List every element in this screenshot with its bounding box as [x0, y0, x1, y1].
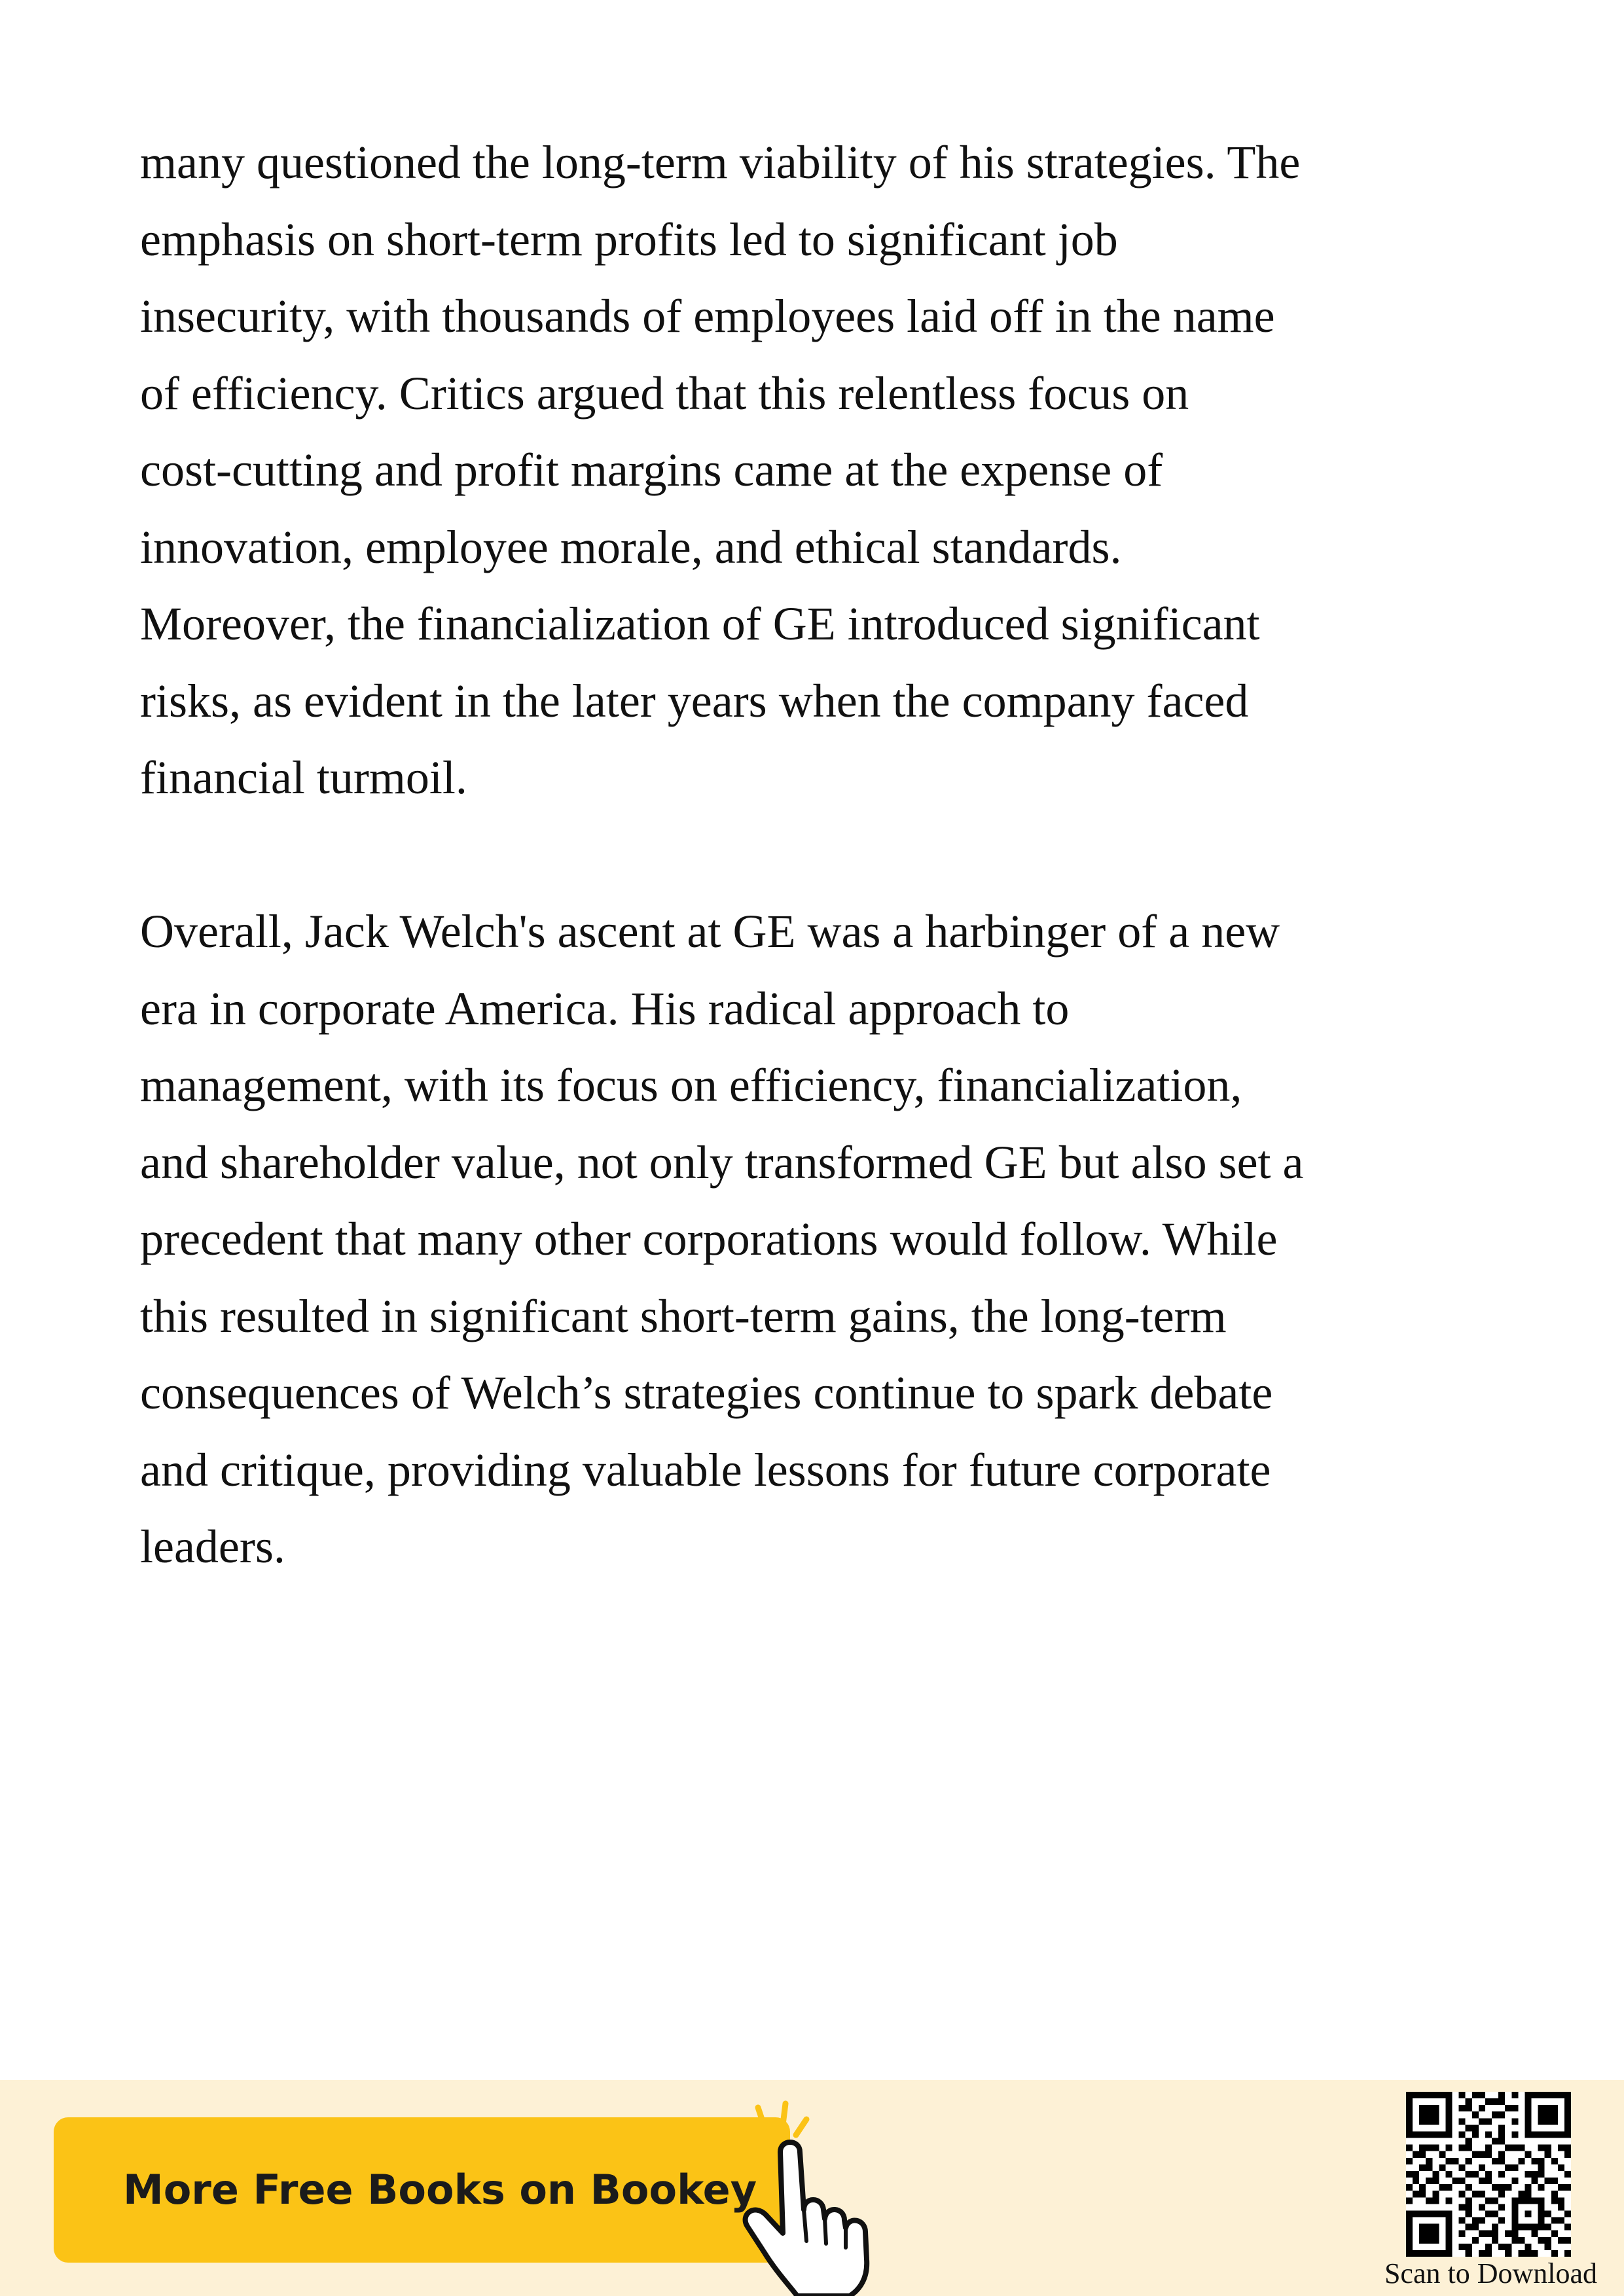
more-free-books-button[interactable] — [54, 2117, 790, 2263]
more-free-books-label: More Free Books on Bookey — [123, 2166, 757, 2214]
scan-to-download-caption: Scan to Download — [1384, 2257, 1597, 2289]
paragraph-2: Overall, Jack Welch's ascent at GE was a harbinger of a new era in corporate America. His radical approach to management, with its focus on efficiency, financialization, and shareholder value, not only transformed GE but also set a precedent that many other corporations would follow. While this resulted in significant short-term gains, the long-term consequences of Welch’s strategies continue to spark debate and critique, providing valuable lessons for future corporate leaders. — [140, 905, 1304, 1573]
qr-code[interactable] — [1406, 2092, 1571, 2257]
page-body — [140, 124, 1508, 1586]
pointing-hand-icon — [720, 2088, 884, 2296]
paragraph-1: many questioned the long-term viability of his strategies. The emphasis on short-term profits led to significant job insecurity, with thousands of employees laid off in the name of efficiency. Critics argued that this relentless focus on cost-cutting and profit margins came at the expense of innovation, employee morale, and ethical standards. Moreover, the financialization of GE introduced significant risks, as evident in the later years when the company faced financial turmoil. — [140, 136, 1301, 804]
